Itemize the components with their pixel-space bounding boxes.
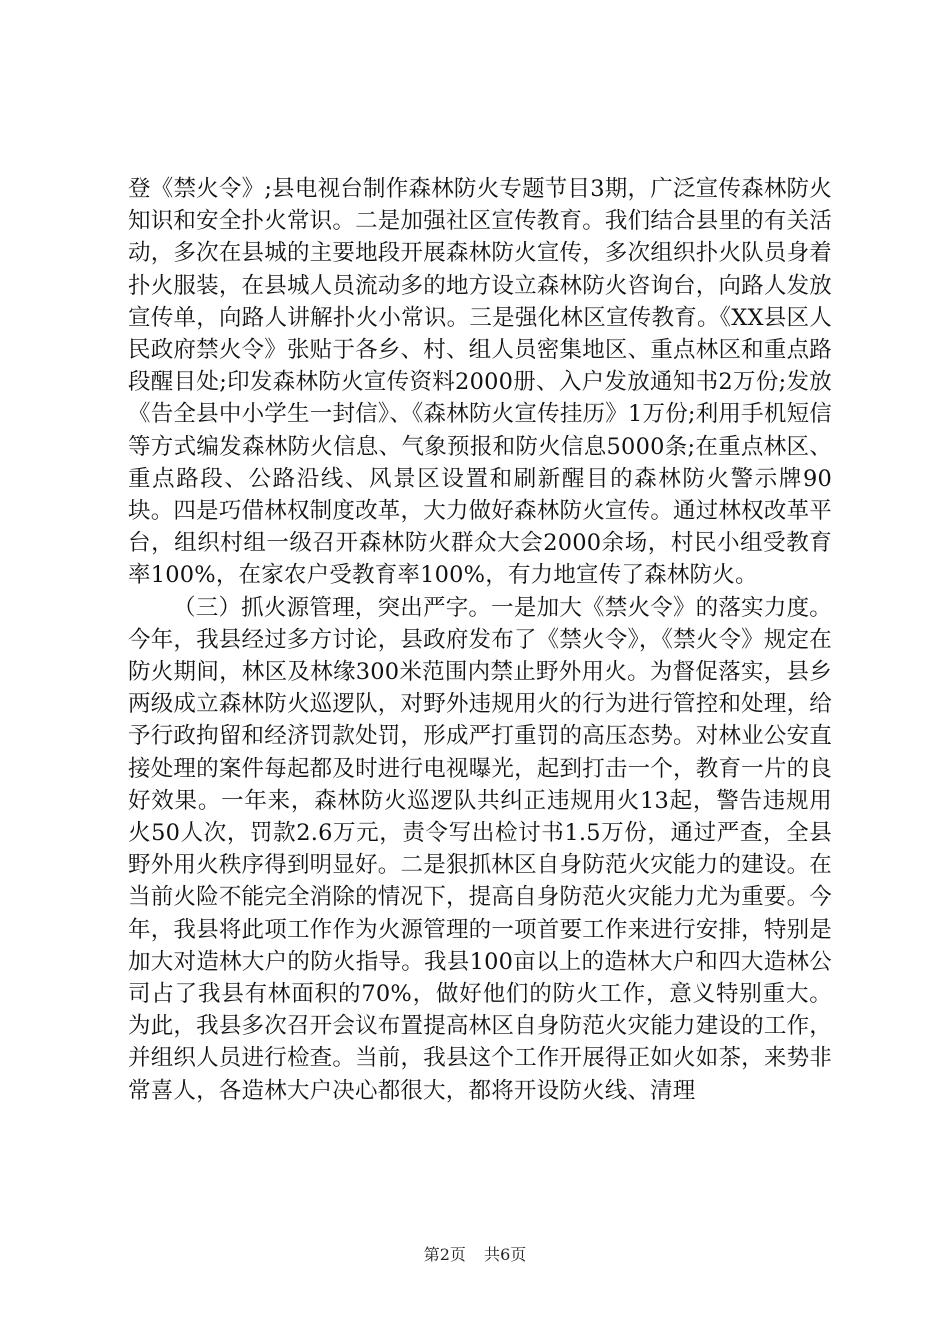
document-body	[128, 173, 832, 1107]
page-number: 第2页	[423, 1245, 466, 1264]
paragraph-2: （三）抓火源管理，突出严字。一是加大《禁火令》的落实力度。今年，我县经过多方讨论，县政府发布了《禁火令》，《禁火令》规定在防火期间，林区及林缘300米范围内禁止野外用火。为督促落实，县乡两级成立森林防火巡逻队，对野外违规用火的行为进行管控和处理，给予行政拘留和经济罚款处罚，形成严打重罚的高压态势。对林业公安直接处理的案件每起都及时进行电视曝光，起到打击一个，教育一片的良好效果。一年来，森林防火巡逻队共纠正违规用火13起，警告违规用火50人次，罚款2.6万元，责令写出检讨书1.5万份，通过严查，全县野外用火秩序得到明显好。二是狠抓林区自身防范火灾能力的建设。在当前火险不能完全消除的情况下，提高自身防范火灾能力尤为重要。今年，我县将此项工作作为火源管理的一项首要工作来进行安排，特别是加大对造林大户的防火指导。我县100亩以上的造林大户和四大造林公司占了我县有林面积的70%，做好他们的防火工作，意义特别重大。为此，我县多次召开会议布置提高林区自身防范火灾能力建设的工作，并组织人员进行检查。当前，我县这个工作开展得正如火如茶，来势非常喜人，各造林大户决心都很大，都将开设防火线、清理	[128, 594, 832, 1104]
page-footer	[0, 1245, 950, 1265]
page-total: 共6页	[484, 1245, 527, 1264]
paragraph-1: 登《禁火令》;县电视台制作森林防火专题节目3期，广泛宣传森林防火知识和安全扑火常识。二是加强社区宣传教育。我们结合县里的有关活动，多次在县城的主要地段开展森林防火宣传，多次组织扑火队员身着扑火服装，在县城人员流动多的地方设立森林防火咨询台，向路人发放宣传单，向路人讲解扑火小常识。三是强化林区宣传教育。《XX县区人民政府禁火令》张贴于各乡、村、组人员密集地区、重点林区和重点路段醒目处;印发森林防火宣传资料2000册、入户发放通知书2万份;发放《告全县中小学生一封信》、《森林防火宣传挂历》1万份;利用手机短信等方式编发森林防火信息、气象预报和防火信息5000条;在重点林区、重点路段、公路沿线、风景区设置和刷新醒目的森林防火警示牌90块。四是巧借林权制度改革，大力做好森林防火宣传。通过林权改革平台，组织村组一级召开森林防火群众大会2000余场，村民小组受教育率100%，在家农户受教育率100%，有力地宣传了森林防火。	[128, 176, 832, 589]
